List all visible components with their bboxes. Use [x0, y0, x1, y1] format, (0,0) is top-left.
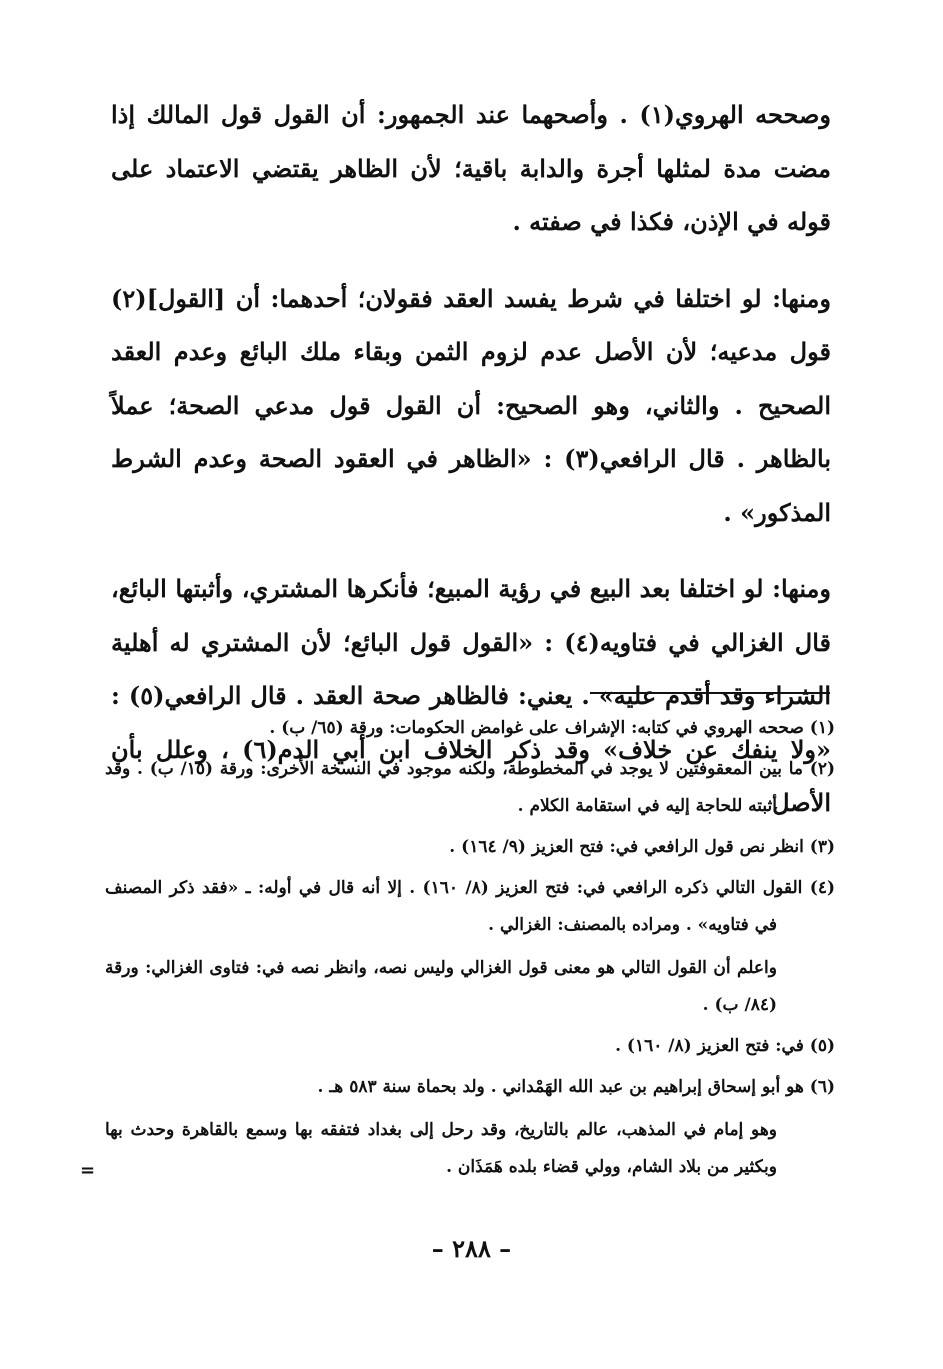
footnote-6-continued: وهو إمام في المذهب، عالم بالتاريخ، وقد رحل إلى بغداد فتفقه بها وسمع بالقاهرة وحدث بها وبكثير من بلاد الشام، وولي قضاء بلده هَمَذَان .	[105, 1120, 777, 1177]
footnote-4: (٤) القول التالي ذكره الرافعي في: فتح العزيز (٨/ ١٦٠) . إلا أنه قال في أوله: ـ «فقد ذكر المصنف في فتاويه» . ومراده بالمصنف: الغزالي .	[105, 878, 835, 935]
footnote-4-continued: واعلم أن القول التالي هو معنى قول الغزالي وليس نصه، وانظر نصه في: فتاوى الغزالي: ورقة (٨٤/ ب) .	[105, 958, 777, 1015]
footnote-5: (٥) في: فتح العزيز (٨/ ١٦٠) .	[615, 1036, 835, 1056]
paragraph-1: وصححه الهروي(١) . وأصحهما عند الجمهور: أن القول قول المالك إذا مضت مدة لمثلها أجرة والدابة باقية؛ لأن الظاهر يقتضي الاعتماد على قوله في الإذن، فكذا في صفته .	[111, 100, 831, 236]
footnote-1: (١) صححه الهروي في كتابه: الإشراف على غوامض الحكومات: ورقة (٦٥/ ب) .	[269, 718, 835, 738]
page-number: – ٢٨٨ –	[431, 1234, 512, 1263]
paragraph-2: ومنها: لو اختلفا في شرط يفسد العقد فقولان؛ أحدهما: أن [القول](٢) قول مدعيه؛ لأن الأصل عدم لزوم الثمن وبقاء ملك البائع وعدم العقد الصحيح . والثاني، وهو الصحيح: أن القول قول مدعي الصحة؛ عملاً بالظاهر . قال الرافعي(٣) : «الظاهر في العقود الصحة وعدم الشرط المذكور» .	[111, 283, 831, 527]
footnote-divider	[590, 692, 830, 694]
paragraph-3: ومنها: لو اختلفا بعد البيع في رؤية المبيع؛ فأنكرها المشتري، وأثبتها البائع، قال الغزالي في فتاويه(٤) : «القول قول البائع؛ لأن المشتري له أهلية الشراء وقد أقدم عليه» . يعني: فالظاهر صحة العقد . قال الرافعي(٥) : «ولا ينفك عن خلاف» وقد ذكر الخلاف ابن أبي الدم(٦) ، وعلل بأن الأصل	[111, 574, 831, 817]
footnote-6: (٦) هو أبو إسحاق إبراهيم بن عبد الله الهَمْداني . ولد بحماة سنة ٥٨٣ هـ .	[317, 1077, 835, 1097]
footnotes	[105, 710, 835, 1190]
footnote-2: (٢) ما بين المعقوفتين لا يوجد في المخطوطة، ولكنه موجود في النسخة الأخرى: ورقة (١٥/ ب) . وقد أثبته للحاجة إليه في استقامة الكلام .	[105, 759, 835, 816]
footnote-3: (٣) انظر نص قول الرافعي في: فتح العزيز (٩/ ١٦٤) .	[449, 837, 835, 857]
continuation-mark: =	[80, 1160, 96, 1181]
